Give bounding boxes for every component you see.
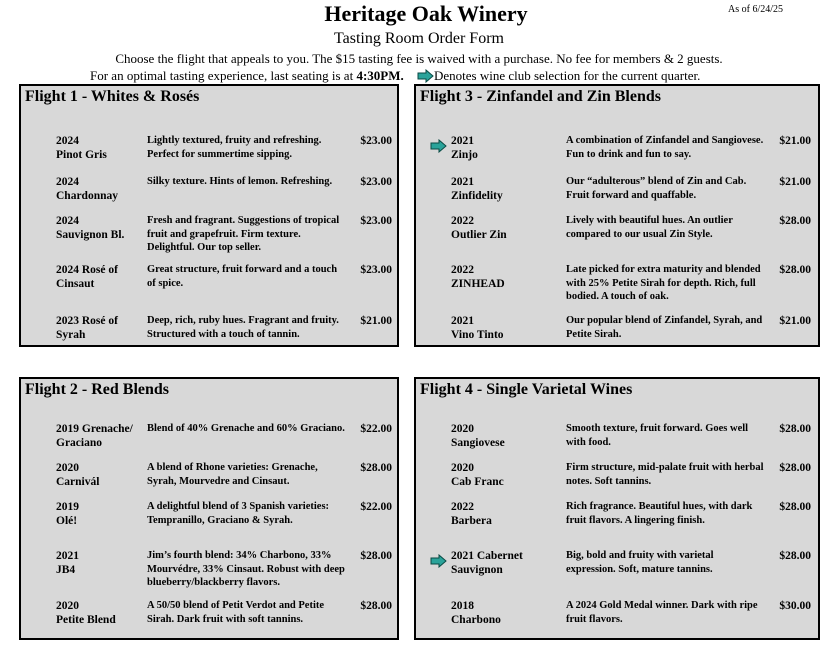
wine-varietal: Barbera	[451, 515, 492, 527]
wine-name	[451, 500, 541, 528]
wine-name	[451, 422, 541, 450]
arrow-right-icon	[430, 554, 447, 568]
flight-title: Flight 2 - Red Blends	[25, 381, 170, 398]
wine-name	[451, 314, 541, 342]
wine-varietal: Charbono	[451, 614, 501, 626]
wine-price: $28.00	[779, 462, 811, 474]
intro-line-1: Choose the flight that appeals to you. The $15 tasting fee is waived with a purchase. No fee for members & 2 guests.	[115, 51, 723, 66]
wine-vintage: 2021	[56, 550, 79, 562]
flight-box-3	[414, 84, 820, 347]
wine-price: $28.00	[360, 462, 392, 474]
wine-price: $28.00	[779, 264, 811, 276]
wine-price: $22.00	[360, 501, 392, 513]
wine-name	[451, 214, 541, 242]
wine-varietal: Cab Franc	[451, 476, 504, 488]
wine-vintage: 2021	[451, 315, 474, 327]
wine-varietal: Sauvignon Bl.	[56, 229, 125, 241]
wine-description: Silky texture. Hints of lemon. Refreshing.	[147, 176, 333, 187]
wine-vintage: 2021	[451, 135, 474, 147]
wine-varietal: Graciano	[56, 437, 102, 449]
wine-vintage: 2018	[451, 600, 474, 612]
wine-description: A 2024 Gold Medal winner. Dark with ripe fruit flavors.	[566, 600, 758, 625]
wine-description: A blend of Rhone varieties: Grenache, Syrah, Mourvedre and Cinsaut.	[147, 462, 318, 487]
wine-price: $28.00	[779, 423, 811, 435]
wine-varietal: Sangiovese	[451, 437, 505, 449]
wine-price: $23.00	[360, 215, 392, 227]
wine-vintage: 2021	[451, 176, 474, 188]
wine-description: A 50/50 blend of Petit Verdot and Petite Sirah. Dark fruit with soft tannins.	[147, 600, 325, 625]
wine-price: $23.00	[360, 135, 392, 147]
wine-price: $21.00	[779, 135, 811, 147]
wine-description: A delightful blend of 3 Spanish varieties: Tempranillo, Graciano & Syrah.	[147, 501, 330, 526]
wine-price: $30.00	[779, 600, 811, 612]
wine-description: Big, bold and fruity with varietal expression. Soft, mature tannins.	[566, 550, 714, 575]
wine-description: Fresh and fragrant. Suggestions of tropical fruit and grapefruit. Firm texture. Delightful. Our top seller.	[147, 215, 340, 253]
wine-name	[451, 134, 541, 162]
wine-vintage: 2024	[56, 215, 79, 227]
wine-name	[56, 461, 146, 489]
wine-price: $28.00	[360, 600, 392, 612]
wine-vintage: 2020	[451, 423, 474, 435]
arrow-right-icon	[417, 69, 434, 83]
wine-varietal: Petite Blend	[56, 614, 116, 626]
wine-description: A combination of Zinfandel and Sangiovese. Fun to drink and fun to say.	[566, 135, 764, 160]
wine-vintage: 2022	[451, 501, 474, 513]
wine-price: $21.00	[360, 315, 392, 327]
wine-vintage: 2020	[56, 600, 79, 612]
wine-name	[56, 422, 146, 450]
wine-vintage: 2020	[451, 462, 474, 474]
flight-box-2	[19, 377, 399, 640]
as-of-date: As of 6/24/25	[728, 4, 783, 15]
last-seating-text: For an optimal tasting experience, last seating is at	[90, 68, 354, 83]
wine-varietal: Zinjo	[451, 149, 478, 161]
wine-price: $28.00	[779, 550, 811, 562]
wine-varietal: ZINHEAD	[451, 278, 505, 290]
wine-price: $23.00	[360, 176, 392, 188]
wine-price: $21.00	[779, 176, 811, 188]
wine-description: Late picked for extra maturity and blended with 25% Petite Sirah for depth. Rich, full bodied. A touch of oak.	[566, 264, 761, 302]
legend-text: Denotes wine club selection for the current quarter.	[433, 68, 701, 83]
flight-title: Flight 4 - Single Varietal Wines	[420, 381, 633, 398]
wine-name	[56, 549, 146, 577]
wine-name	[56, 500, 146, 528]
flight-box-4	[414, 377, 820, 640]
wine-name	[56, 263, 146, 291]
wine-varietal: Syrah	[56, 329, 86, 341]
wine-vintage: 2019	[56, 501, 79, 513]
wine-name	[451, 599, 541, 627]
wine-description: Lively with beautiful hues. An outlier compared to our usual Zin Style.	[566, 215, 733, 240]
wine-description: Lightly textured, fruity and refreshing. Perfect for summertime sipping.	[147, 135, 322, 160]
winery-title: Heritage Oak Winery	[324, 1, 528, 26]
wine-description: Our popular blend of Zinfandel, Syrah, and Petite Sirah.	[566, 315, 763, 340]
wine-description: Our “adulterous” blend of Zin and Cab. Fruit forward and quaffable.	[566, 176, 747, 201]
wine-name	[56, 599, 146, 627]
wine-description: Blend of 40% Grenache and 60% Graciano.	[147, 423, 345, 434]
wine-price: $22.00	[360, 423, 392, 435]
wine-varietal: Pinot Gris	[56, 149, 107, 161]
wine-description: Rich fragrance. Beautiful hues, with dark fruit flavors. A lingering finish.	[566, 501, 753, 526]
wine-price: $28.00	[360, 550, 392, 562]
wine-name	[56, 314, 146, 342]
wine-price: $28.00	[779, 501, 811, 513]
wine-price: $21.00	[779, 315, 811, 327]
wine-name	[451, 175, 541, 203]
wine-vintage: 2019 Grenache/	[56, 423, 133, 435]
wine-name	[56, 175, 146, 203]
wine-varietal: Olé!	[56, 515, 78, 527]
wine-description: Deep, rich, ruby hues. Fragrant and fruity. Structured with a touch of tannin.	[147, 315, 339, 340]
wine-description: Great structure, fruit forward and a touch of spice.	[147, 264, 338, 289]
wine-vintage: 2024	[56, 176, 79, 188]
wine-vintage: 2024 Rosé of	[56, 264, 118, 276]
wine-vintage: 2021 Cabernet	[451, 550, 523, 562]
flight-box-1	[19, 84, 399, 347]
wine-description: Jim’s fourth blend: 34% Charbono, 33% Mourvédre, 33% Cinsaut. Robust with deep blueberry/blackberry flavors.	[147, 550, 345, 588]
wine-name	[56, 134, 146, 162]
wine-vintage: 2022	[451, 264, 474, 276]
flight-title: Flight 1 - Whites & Rosés	[25, 88, 200, 105]
wine-description: Firm structure, mid-palate fruit with herbal notes. Soft tannins.	[566, 462, 764, 487]
wine-varietal: JB4	[56, 564, 76, 576]
wine-description: Smooth texture, fruit forward. Goes well with food.	[566, 423, 749, 448]
wine-varietal: Zinfidelity	[451, 190, 503, 202]
wine-price: $23.00	[360, 264, 392, 276]
wine-varietal: Carnivál	[56, 476, 100, 488]
last-seating-time: 4:30PM.	[356, 68, 404, 83]
wine-name	[451, 461, 541, 489]
wine-name	[451, 549, 541, 577]
wine-varietal: Outlier Zin	[451, 229, 507, 241]
wine-varietal: Vino Tinto	[451, 329, 504, 341]
wine-name	[451, 263, 541, 291]
wine-vintage: 2020	[56, 462, 79, 474]
intro-line-2	[90, 68, 700, 84]
form-subtitle: Tasting Room Order Form	[334, 30, 504, 47]
wine-name	[56, 214, 146, 242]
wine-vintage: 2022	[451, 215, 474, 227]
wine-varietal: Sauvignon	[451, 564, 503, 576]
wine-varietal: Cinsaut	[56, 278, 95, 290]
flight-title: Flight 3 - Zinfandel and Zin Blends	[420, 88, 661, 105]
wine-vintage: 2023 Rosé of	[56, 315, 118, 327]
wine-varietal: Chardonnay	[56, 190, 118, 202]
wine-vintage: 2024	[56, 135, 79, 147]
arrow-right-icon	[430, 139, 447, 153]
wine-price: $28.00	[779, 215, 811, 227]
